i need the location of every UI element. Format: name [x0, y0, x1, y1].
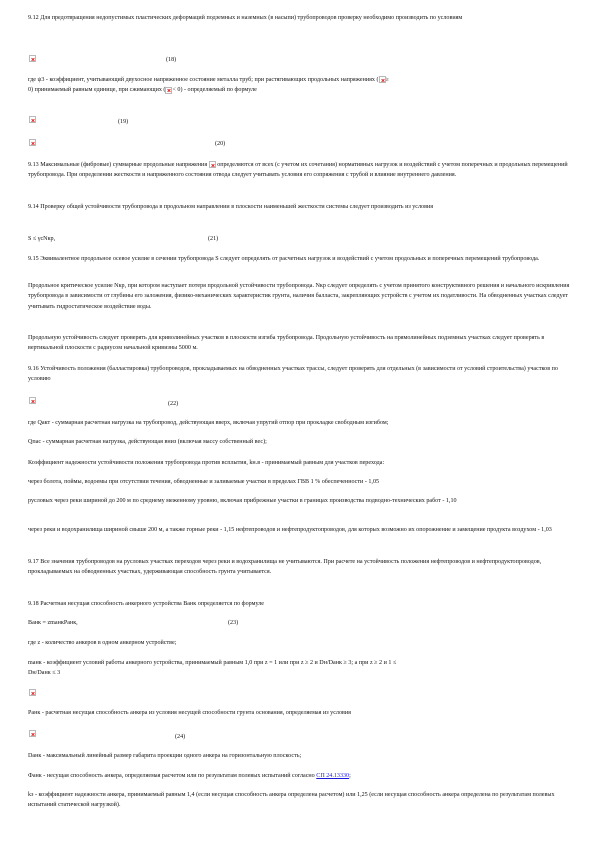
paragraph-9-12: 9.12 Для предотвращения недопустимых пластических деформаций подземных и наземных (в насыпи) трубопроводов проверку необходимо производить по условиям	[28, 15, 463, 21]
paragraph-kz: kз - коэффициент надежности анкера, принимаемый равным 1,4 (если несущая способность анкера определена расчетом) или 1,25 (если несущая способность анкера определена по результатам полевых испытаний статической нагрузкой).	[28, 792, 555, 809]
psi3-text-a: где ψ3 - коэффициент, учитывающий двухосное напряженное состояние металла труб; при растягивающих продольных напряжениях (	[28, 77, 379, 83]
paragraph-9-14: 9.14 Проверку общей устойчивости трубопровода в продольном направлении в плоскости наименьшей жесткости системы следует производить из условия	[28, 204, 434, 210]
p913-text-b: определяются от всех (с учетом их сочетания) нормативных нагрузок и воздействий с учетом поперечных и продольных перемещений трубопровода. При определении жесткости и напряженного состояния отвода следует учитывать условия его сопряжения с трубой и влияние внутреннего давления.	[28, 162, 568, 179]
paragraph-9-15: 9.15 Эквивалентное продольное осевое усилие в сечении трубопровода S следует определять от расчетных нагрузок и воздействий с учетом продольных и поперечных перемещений трубопровода.	[28, 256, 540, 262]
formula-21-text: S ≤ γcNкр,	[28, 236, 56, 242]
equation-number-18: (18)	[166, 57, 177, 63]
paragraph-rank: Ранк - расчетная несущая способность анкера из условия несущей способности грунта основания, определяемая из условия	[28, 710, 351, 716]
fank-text: Фанк - несущая способность анкера, определяемая расчетом или по результатам полевых испытаний согласно	[28, 773, 315, 779]
paragraph-knv: Коэффициент надежности устойчивости положения трубопровода против всплытия, kн.в - принимаемый равным для участков перехода:	[28, 460, 385, 466]
psi3-text-c: 0) принимаемый равным единице, при сжимающих (	[28, 87, 166, 94]
paragraph-psi3	[28, 75, 573, 96]
formula-mank-image-icon	[29, 689, 36, 696]
paragraph-rivers-over-200: через реки и водохранилища шириной свыше 200 м, а также горные реки - 1,15 нефтепроводов и нефтепродуктопроводов, для которых возможно их опорожнение и замещение продукта воздухом - 1,03	[28, 527, 552, 533]
equation-number-21: (21)	[208, 236, 219, 242]
paragraph-swamps: через болота, поймы, водоемы при отсутствии течения, обводненные и заливаемые участки в пределах ГВВ 1 % обеспеченности - 1,05	[28, 479, 380, 485]
equation-number-22: (22)	[168, 401, 179, 407]
sigma-image-icon	[379, 76, 386, 83]
paragraph-mank	[28, 658, 573, 679]
equation-number-19: (19)	[118, 119, 129, 125]
mank-text-b: Dн/Dанк ≤ 3	[28, 670, 61, 677]
paragraph-9-17: 9.17 Все значения трубопроводов на русловых участках переходов через реки и водохранилища не учитываются. При расчете на устойчивость положения нефтепроводов и нефтепродуктопроводов, прокладываемых на обводненных участках, удерживающая способность грунта учитывается.	[28, 559, 542, 576]
sp-24-13330-link[interactable]: СП 24.13330	[316, 773, 350, 779]
paragraph-critical-force: Продольное критическое усилие Nкр, при котором наступает потеря продольной устойчивости трубопровода. Nкр следует определять с учетом принятого конструктивного решения и начального искривления трубопровода в зависимости от глубины его заложения, физико-механических характеристик грунта, наличия балласта, закрепляющих устройств с учетом их податливости. На обводненных участках следует учитывать гидростатическое воздействие воды.	[28, 283, 570, 310]
psi3-text-d: < 0) - определяемый по формуле	[172, 87, 257, 94]
formula-19-image-icon	[29, 116, 36, 123]
sigma-image-icon	[209, 161, 216, 168]
equation-number-23: (23)	[228, 620, 239, 626]
mank-text-a: mанк - коэффициент условий работы анкерного устройства, принимаемый равным 1,0 при z = 1 или при z ≥ 2 и Dн/Dанк ≥ 3; а при z ≥ 2 и 1 ≤	[28, 660, 397, 666]
paragraph-9-16: 9.16 Устойчивость положения (балластировка) трубопроводов, прокладываемых на обводненных участках трассы, следует проверять для отдельных (в зависимости от условий строительства) участков по условию	[28, 366, 558, 383]
paragraph-fank	[28, 771, 573, 781]
paragraph-qakt: где Qакт - суммарная расчетная нагрузка на трубопровод, действующая вверх, включая упругий отпор при прокладке свободным изгибом;	[28, 420, 389, 426]
fank-text-end: ;	[349, 773, 351, 779]
formula-22-image-icon	[29, 397, 36, 404]
p913-text-a: 9.13 Максимальные (фибровые) суммарные продольные напряжения	[28, 162, 208, 168]
sigma-image-icon	[165, 87, 172, 94]
equation-number-24: (24)	[175, 734, 186, 740]
paragraph-9-18: 9.18 Расчетная несущая способность анкерного устройства Ванк определяется по формуле	[28, 601, 265, 607]
paragraph-9-13	[28, 160, 573, 181]
equation-number-20: (20)	[215, 141, 226, 147]
formula-18-image-icon	[29, 55, 36, 62]
formula-20-image-icon	[29, 139, 36, 146]
paragraph-z: где z - количество анкеров в одном анкерном устройстве;	[28, 640, 177, 646]
formula-23-text: Ванк = zmанкРанк,	[28, 620, 78, 626]
paragraph-dank: Dанк - максимальный линейный размер габарита проекции одного анкера на горизонтальную плоскость;	[28, 753, 302, 759]
paragraph-stability: Продольную устойчивость следует проверять для криволинейных участков в плоскости изгиба трубопровода. Продольную устойчивость на прямолинейных подземных участках следует проверять в вертикальной плоскости с радиусом начальной кривизны 5000 м.	[28, 335, 545, 352]
formula-24-image-icon	[29, 730, 36, 737]
paragraph-qpas: Qпас - суммарная расчетная нагрузка, действующая вниз (включая массу собственный вес);	[28, 439, 267, 445]
psi3-text-b: ≥	[385, 77, 389, 83]
paragraph-rivers-200: русловых через реки шириной до 200 м по среднему меженному уровню, включая прибрежные участки в границах производства подводно-технических работ - 1,10	[28, 498, 457, 504]
